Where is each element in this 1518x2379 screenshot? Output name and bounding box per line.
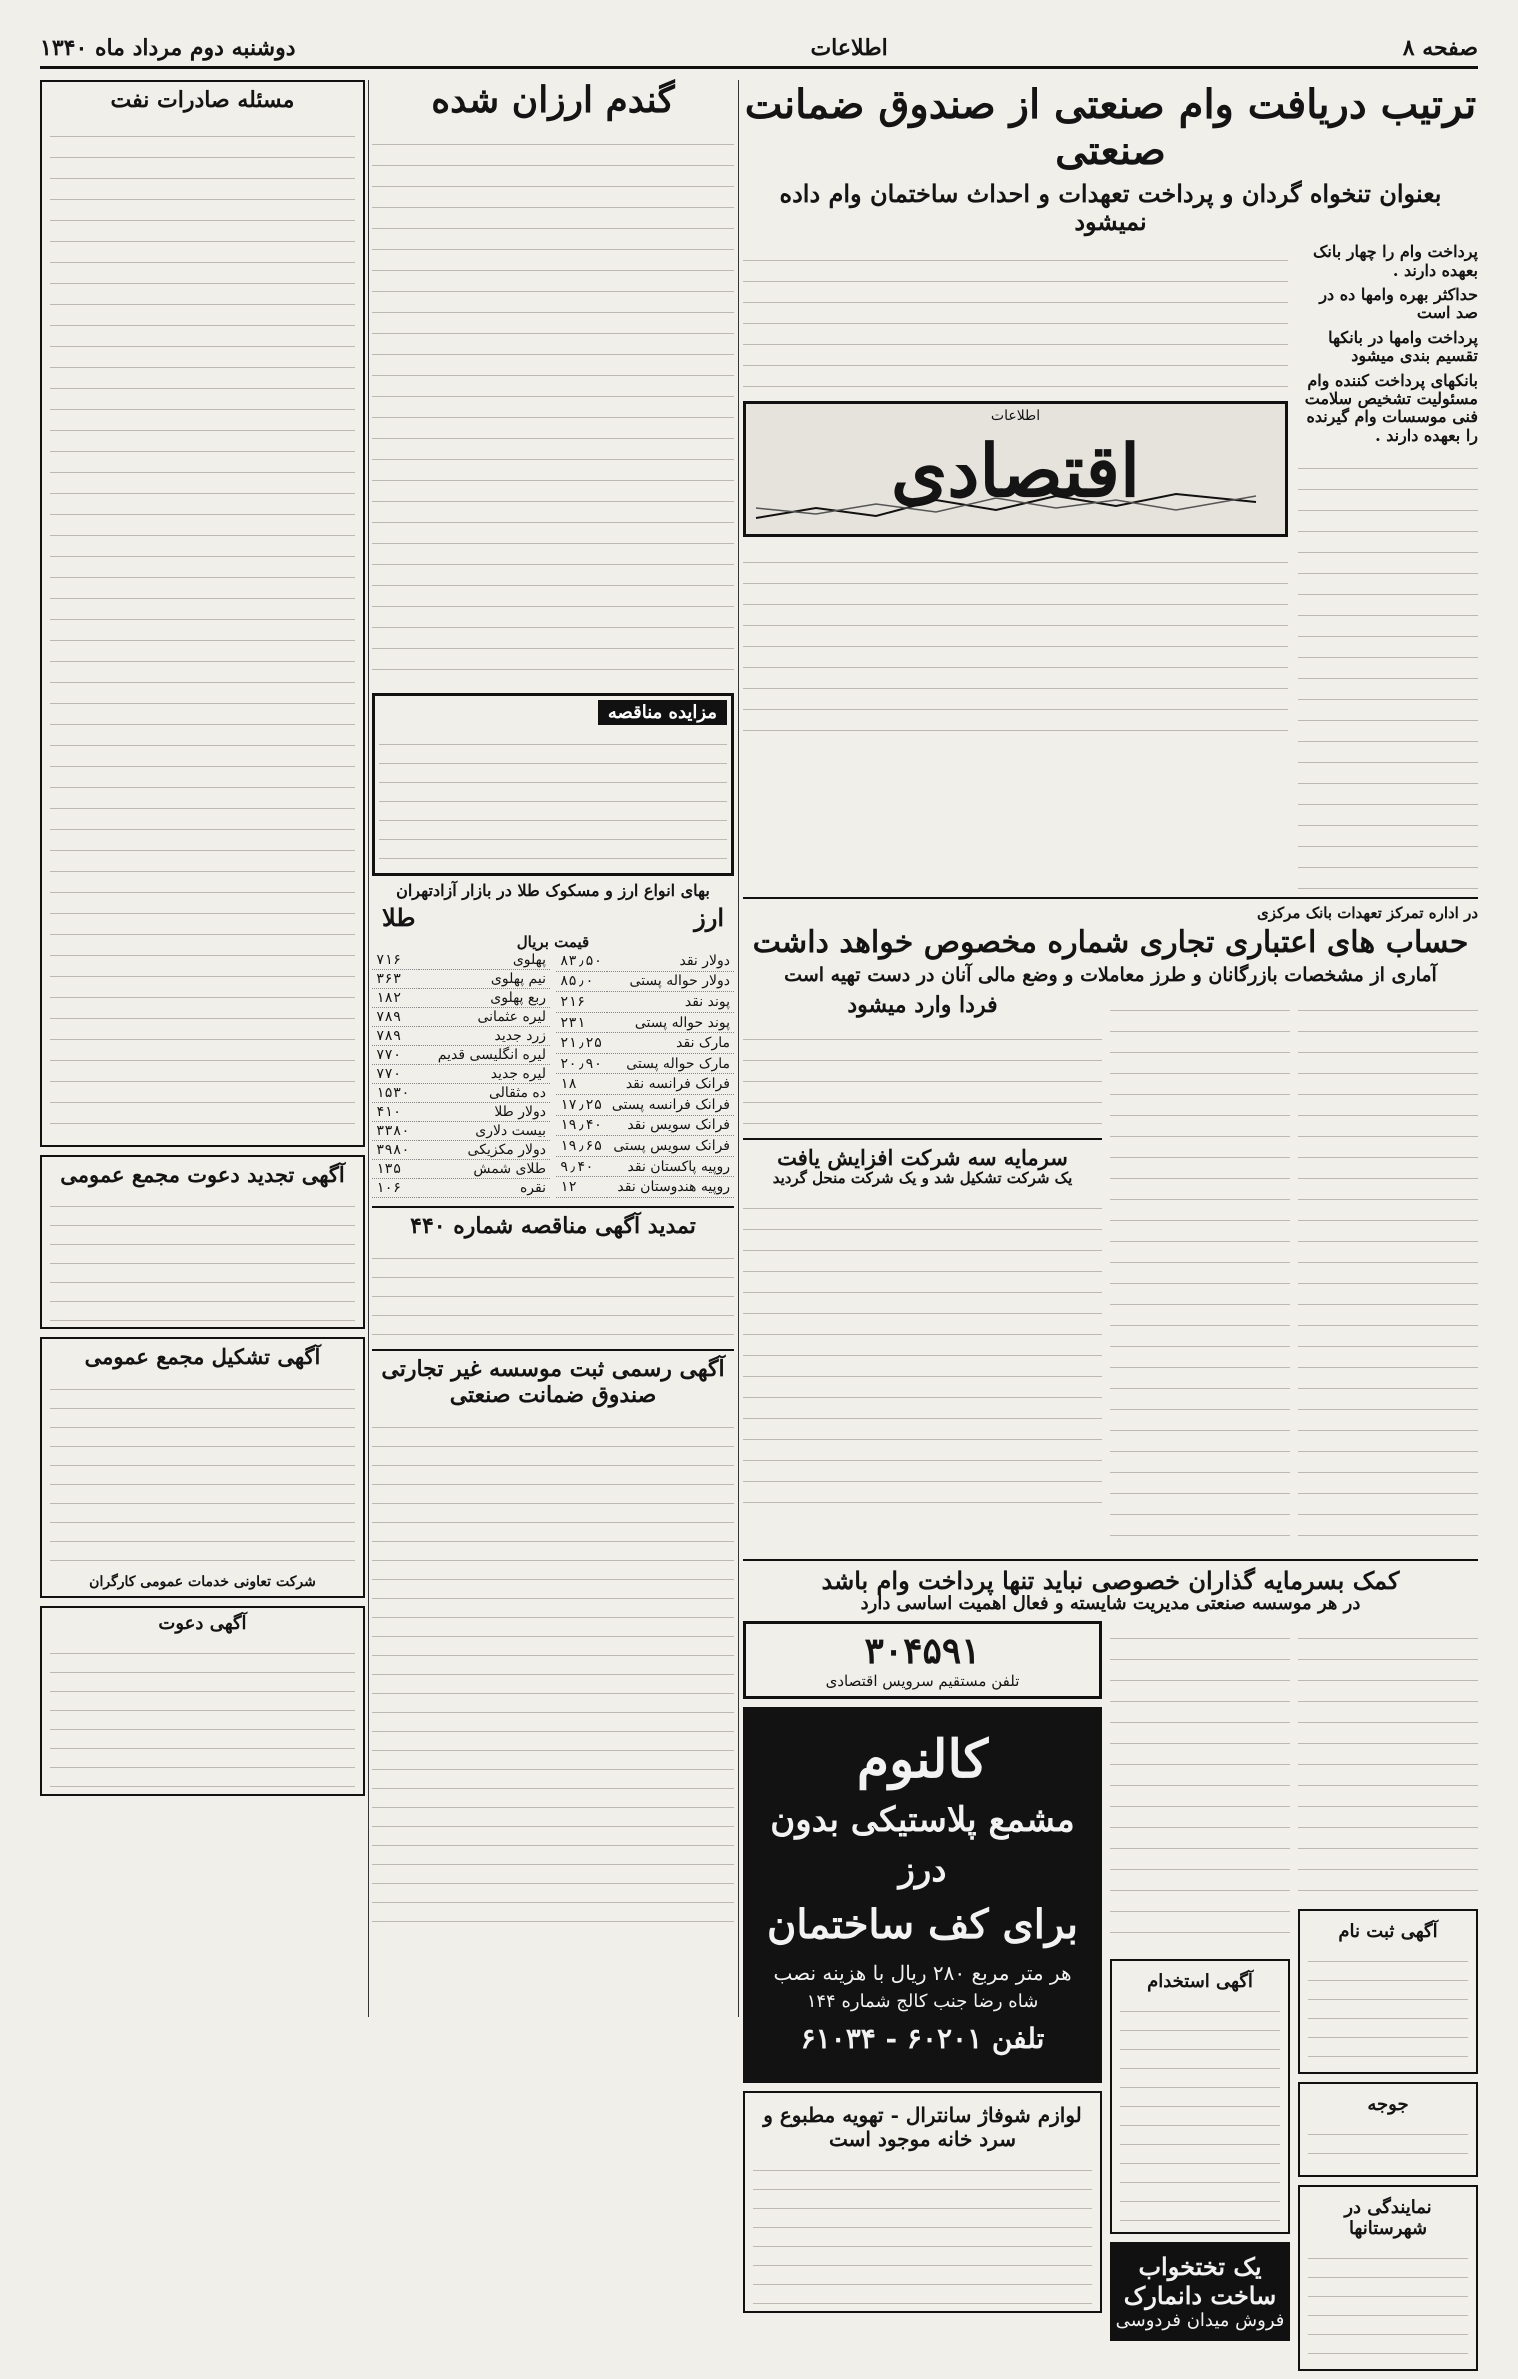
flooring-ad <box>743 1707 1102 2083</box>
article-text <box>1110 1621 1290 1951</box>
price-item-name: فرانک سویس نقد <box>607 1115 734 1136</box>
price-item-name: مارک نقد <box>607 1033 734 1054</box>
bank-headline: کمک بسرمایه گذاران خصوصی نباید تنها پرداخت وام باشد <box>821 1565 1400 1595</box>
heating-ad <box>743 2091 1102 2313</box>
gold-row <box>372 1027 550 1046</box>
currency-row <box>556 1033 734 1054</box>
article-text <box>1298 1621 1478 1901</box>
gold-row <box>372 1103 550 1122</box>
currency-row <box>556 1074 734 1095</box>
right-column <box>743 80 1478 2331</box>
section-kicker: در اداره تمرکز تعهدات بانک مرکزی <box>1257 904 1478 923</box>
article-text <box>743 243 1288 393</box>
flooring-line2: برای کف ساختمان <box>766 1900 1079 1948</box>
flooring-line1: مشمع پلاستیکی بدون درز <box>770 1799 1075 1890</box>
price-item-name: فرانک فرانسه پستی <box>607 1095 734 1116</box>
main-headline: ترتیب دریافت وام صنعتی از صندوق ضمانت صنعتی <box>744 81 1477 174</box>
gold-row <box>372 1008 550 1027</box>
currency-row <box>556 1053 734 1074</box>
price-item-name: نیم پهلوی <box>419 970 550 989</box>
gold-row <box>372 1160 550 1179</box>
phone-caption: تلفن مستقیم سرویس اقتصادی <box>825 1671 1020 1690</box>
bullet-item: پرداخت وامها در بانکها تقسیم بندی میشود <box>1328 327 1478 366</box>
logo-small-text: اطلاعات <box>990 408 1041 425</box>
gold-row <box>372 1046 550 1065</box>
price-item-value: ۴۱۰ <box>372 1103 419 1122</box>
price-item-name: دولار طلا <box>419 1103 550 1122</box>
price-item-value: ۱۸ <box>556 1074 607 1095</box>
bed-title: یک تختخواب ساخت دانمارک <box>1123 2251 1277 2310</box>
employment-ad <box>1110 1959 1290 2234</box>
currency-row <box>556 1177 734 1198</box>
currency-row <box>556 1012 734 1033</box>
employment-title: آگهی استخدام <box>1147 1970 1253 1992</box>
tender-extension-headline: تمدید آگهی مناقصه شماره ۴۴۰ <box>410 1213 696 1240</box>
article-text <box>372 1243 734 1343</box>
article-text <box>743 1022 1102 1132</box>
price-unit-label: قیمت بریال <box>516 932 590 951</box>
price-item-value: ۷۷۰ <box>372 1065 419 1084</box>
capital-headline: سرمایه سه شرکت افزایش یافت <box>777 1144 1068 1170</box>
currency-row <box>556 1136 734 1157</box>
wheat-headline: گندم ارزان شده <box>431 79 675 121</box>
price-item-name: ده مثقالی <box>419 1084 550 1103</box>
gold-label: طلا <box>382 902 416 932</box>
article-text <box>372 1412 734 1932</box>
price-item-value: ۲۰٫۹۰ <box>556 1053 607 1074</box>
price-item-name: دولار مکزیکی <box>419 1141 550 1160</box>
prices-headline: بهای انواع ارز و مسکوک طلا در بازار آزادتهران <box>396 881 710 901</box>
price-item-name: بیست دلاری <box>419 1122 550 1141</box>
price-item-value: ۲۳۱ <box>556 1012 607 1033</box>
registration-headline: آگهی رسمی ثبت موسسه غیر تجارتی صندوق ضمانت صنعتی <box>381 1356 725 1408</box>
price-item-name: نقره <box>419 1179 550 1198</box>
currency-row <box>556 1156 734 1177</box>
page-number: صفحه ۸ <box>1402 35 1478 61</box>
article-text <box>372 127 734 687</box>
bank-subheadline: در هر موسسه صنعتی مدیریت شایسته و فعال اهمیت اساسی دارد <box>860 1593 1361 1615</box>
price-item-value: ۳۶۳ <box>372 970 419 989</box>
dealership-ad <box>1298 2185 1478 2371</box>
price-item-value: ۷۷۰ <box>372 1046 419 1065</box>
issue-date: دوشنبه دوم مرداد ماه ۱۳۴۰ <box>40 35 296 61</box>
currency-row <box>556 992 734 1013</box>
chicks-ad <box>1298 2082 1478 2177</box>
price-item-value: ۱۵۳۰ <box>372 1084 419 1103</box>
bullet-item: حداکثر بهره وامها ده در صد است <box>1319 284 1478 323</box>
price-item-name: روپیه پاکستان نقد <box>607 1156 734 1177</box>
currency-row <box>556 951 734 971</box>
dealership-title: نمایندگی در شهرستانها <box>1344 2196 1432 2239</box>
gold-row <box>372 1122 550 1141</box>
bed-subtitle: فروش میدان فردوسی <box>1115 2309 1285 2331</box>
article-text <box>743 1191 1102 1511</box>
price-item-value: ۲۱٫۲۵ <box>556 1033 607 1054</box>
article-text <box>1298 451 1478 891</box>
currency-row <box>556 1115 734 1136</box>
price-item-value: ۷۱۶ <box>372 951 419 970</box>
price-item-value: ۱۲ <box>556 1177 607 1198</box>
invitation-title: آگهی دعوت <box>158 1612 247 1634</box>
article-text <box>1110 993 1290 1553</box>
price-item-value: ۷۸۹ <box>372 1008 419 1027</box>
currency-table <box>556 951 734 1198</box>
section-headline: حساب های اعتباری تجاری شماره مخصوص خواهد داشت <box>752 925 1469 961</box>
price-item-value: ۷۸۹ <box>372 1027 419 1046</box>
tomorrow-headline: فردا وارد میشود <box>847 991 998 1018</box>
gold-row <box>372 989 550 1008</box>
gold-row <box>372 1141 550 1160</box>
price-item-value: ۱۹٫۶۵ <box>556 1136 607 1157</box>
article-text <box>50 119 355 1139</box>
price-item-name: پهلوی <box>419 951 550 970</box>
signature-line: شرکت تعاونی خدمات عمومی کارگران <box>89 1573 316 1590</box>
price-item-name: دولار نقد <box>607 951 734 971</box>
oil-export-box <box>40 80 365 1147</box>
currency-row <box>556 971 734 992</box>
price-item-name: دولار حواله پستی <box>607 971 734 992</box>
price-item-name: لیره عثمانی <box>419 1008 550 1027</box>
price-item-value: ۸۵٫۰ <box>556 971 607 992</box>
price-item-name: فرانک فرانسه نقد <box>607 1074 734 1095</box>
section-subheadline: آماری از مشخصات بازرگانان و طرز معاملات و وضع مالی آنان در دست تهیه است <box>784 963 1437 986</box>
capital-subheadline: یک شرکت تشکیل شد و یک شرکت منحل گردید <box>772 1169 1073 1188</box>
price-item-value: ۱۹٫۴۰ <box>556 1115 607 1136</box>
bullet-list <box>1298 243 1478 891</box>
meeting-renewal-ad <box>40 1155 365 1329</box>
price-item-name: فرانک سویس پستی <box>607 1136 734 1157</box>
gold-row <box>372 1065 550 1084</box>
left-column <box>40 80 365 2017</box>
heating-title: لوازم شوفاژ سانترال - تهویه مطبوع و سرد خانه موجود است <box>763 2102 1082 2151</box>
middle-column <box>372 80 734 2017</box>
price-item-value: ۱۷٫۲۵ <box>556 1095 607 1116</box>
bed-ad <box>1110 2242 1290 2341</box>
price-item-name: مارک حواله پستی <box>607 1053 734 1074</box>
economic-section-logo <box>743 401 1288 537</box>
gold-row <box>372 1179 550 1198</box>
main-subheadline: بعنوان تنخواه گردان و پرداخت تعهدات و احداث ساختمان وام داده نمیشود <box>779 179 1442 236</box>
price-item-name: پوند حواله پستی <box>607 1012 734 1033</box>
flooring-address: شاه رضا جنب کالج شماره ۱۴۴ <box>806 1990 1039 2012</box>
chart-lines-icon <box>756 488 1276 528</box>
gold-row <box>372 951 550 970</box>
price-item-value: ۲۱۶ <box>556 992 607 1013</box>
phone-number: ۳۰۴۵۹۱ <box>864 1629 981 1672</box>
price-item-value: ۳۳۸۰ <box>372 1122 419 1141</box>
meeting-renewal-title: آگهی تجدید دعوت مجمع عمومی <box>60 1162 345 1188</box>
currency-label: ارز <box>694 902 724 932</box>
flooring-line3: هر متر مربع ۲۸۰ ریال با هزینه نصب <box>773 1960 1072 1985</box>
gold-row <box>372 970 550 989</box>
price-item-name: طلای شمش <box>419 1160 550 1179</box>
oil-export-headline: مسئله صادرات نفت <box>110 87 295 113</box>
tender-box <box>372 693 734 876</box>
logo-title: اقتصادی <box>891 428 1140 514</box>
price-item-value: ۱۸۲ <box>372 989 419 1008</box>
flooring-brand: کالنوم <box>856 1728 989 1790</box>
price-item-name: پوند نقد <box>607 992 734 1013</box>
invitation-ad <box>40 1606 365 1797</box>
chicks-title: جوجه <box>1367 2093 1409 2115</box>
price-item-value: ۱۰۶ <box>372 1179 419 1198</box>
price-item-name: لیره جدید <box>419 1065 550 1084</box>
register-ad <box>1298 1909 1478 2074</box>
phone-box <box>743 1621 1102 1699</box>
price-item-value: ۹٫۴۰ <box>556 1156 607 1177</box>
gold-row <box>372 1084 550 1103</box>
flooring-phone: تلفن ۶۰۲۰۱ - ۶۱۰۳۴ <box>800 2021 1045 2055</box>
article-text <box>1298 993 1478 1553</box>
price-item-name: روپیه هندوستان نقد <box>607 1177 734 1198</box>
bullet-item: پرداخت وام را چهار بانک بعهده دارند . <box>1313 242 1478 280</box>
gold-table <box>372 951 550 1198</box>
price-item-name: ربع پهلوی <box>419 989 550 1008</box>
currency-row <box>556 1095 734 1116</box>
price-item-value: ۳۹۸۰ <box>372 1141 419 1160</box>
meeting-formation-title: آگهی تشکیل مجمع عمومی <box>84 1344 321 1370</box>
tender-box-title: مزایده مناقصه <box>598 700 727 725</box>
price-item-value: ۸۳٫۵۰ <box>556 951 607 971</box>
meeting-formation-ad <box>40 1337 365 1597</box>
bullet-item: بانکهای پرداخت کننده وام مسئولیت تشخیص سلامت فنی موسسات وام گیرنده را بعهده دارند . <box>1304 370 1478 445</box>
price-item-name: لیره انگلیسی قدیم <box>419 1046 550 1065</box>
newspaper-name: اطلاعات <box>810 35 888 61</box>
article-text <box>743 545 1288 745</box>
page-header <box>40 30 1478 69</box>
price-item-value: ۱۳۵ <box>372 1160 419 1179</box>
price-item-name: زرد جدید <box>419 1027 550 1046</box>
register-title: آگهی ثبت نام <box>1338 1920 1438 1942</box>
